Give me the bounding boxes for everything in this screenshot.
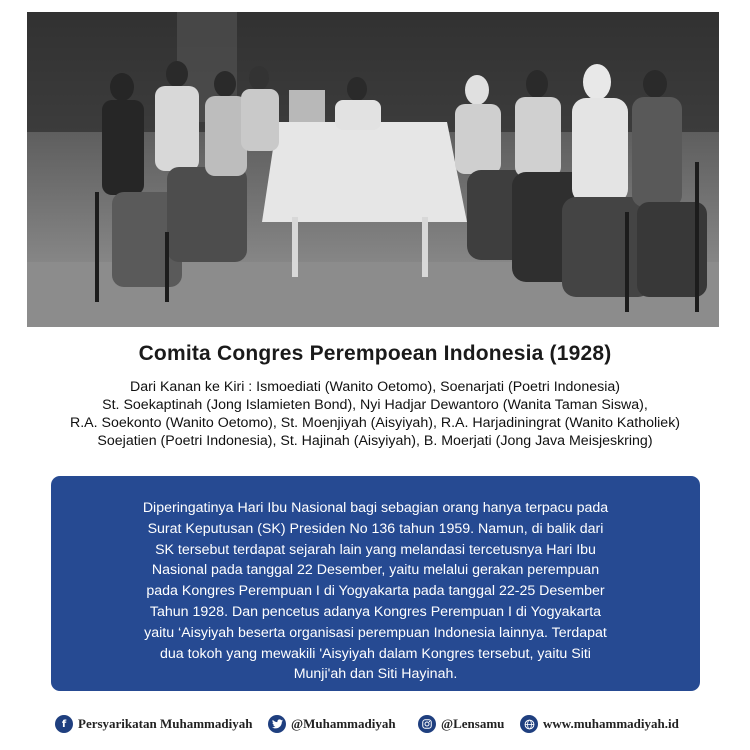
instagram-icon: [418, 715, 436, 733]
globe-icon: [520, 715, 538, 733]
info-line: dua tokoh yang mewakili 'Aisyiyah dalam Kongres tersebut, yaitu Siti: [160, 645, 591, 662]
info-line: pada Kongres Perempuan I di Yogyakarta pada tanggal 22-25 Desember: [146, 583, 605, 600]
twitter-link[interactable]: [268, 712, 396, 736]
photo-illustration: [27, 12, 719, 327]
caption-line: Dari Kanan ke Kiri : Ismoediati (Wanito Oetomo), Soenarjati (Poetri Indonesia): [130, 379, 620, 395]
caption-line: Soejatien (Poetri Indonesia), St. Hajinah (Aisyiyah), B. Moerjati (Jong Java Meisjeskring): [97, 433, 653, 449]
photo-caption: [0, 378, 750, 450]
info-line: Tahun 1928. Dan pencetus adanya Kongres Perempuan I di Yogyakarta: [149, 603, 602, 620]
facebook-icon: f: [55, 715, 73, 733]
facebook-link[interactable]: [55, 712, 252, 736]
instagram-label: @Lensamu: [441, 716, 505, 731]
info-line: SK tersebut terdapat sejarah lain yang melandasi tercetusnya Hari Ibu: [155, 541, 596, 558]
photo-title: Comita Congres Perempoean Indonesia (1928): [138, 342, 612, 365]
historical-photo: [27, 12, 719, 327]
website-link[interactable]: [520, 712, 679, 736]
info-line: Munji'ah dan Siti Hayinah.: [293, 666, 458, 683]
social-footer: [0, 712, 750, 736]
info-line: Nasional pada tanggal 22 Desember, yaitu melalui gerakan perempuan: [151, 562, 600, 579]
info-line: Surat Keputusan (SK) Presiden No 136 tahun 1959. Namun, di balik dari: [147, 520, 604, 537]
facebook-label: Persyarikatan Muhammadiyah: [78, 716, 253, 731]
twitter-icon: [268, 715, 286, 733]
info-box: [51, 476, 700, 691]
info-line: yaitu ‘Aisyiyah beserta organisasi perempuan Indonesia lainnya. Terdapat: [144, 624, 607, 641]
instagram-link[interactable]: [418, 712, 504, 736]
caption-line: R.A. Soekonto (Wanito Oetomo), St. Moenjiyah (Aisyiyah), R.A. Harjadiningrat (Wanito Katholiek): [69, 415, 681, 431]
caption-line: St. Soekaptinah (Jong Islamieten Bond), Nyi Hadjar Dewantoro (Wanita Taman Siswa),: [102, 397, 648, 413]
info-line: Diperingatinya Hari Ibu Nasional bagi sebagian orang hanya terpacu pada: [142, 500, 609, 516]
website-label: www.muhammadiyah.id: [543, 716, 679, 731]
twitter-label: @Muhammadiyah: [291, 716, 396, 731]
